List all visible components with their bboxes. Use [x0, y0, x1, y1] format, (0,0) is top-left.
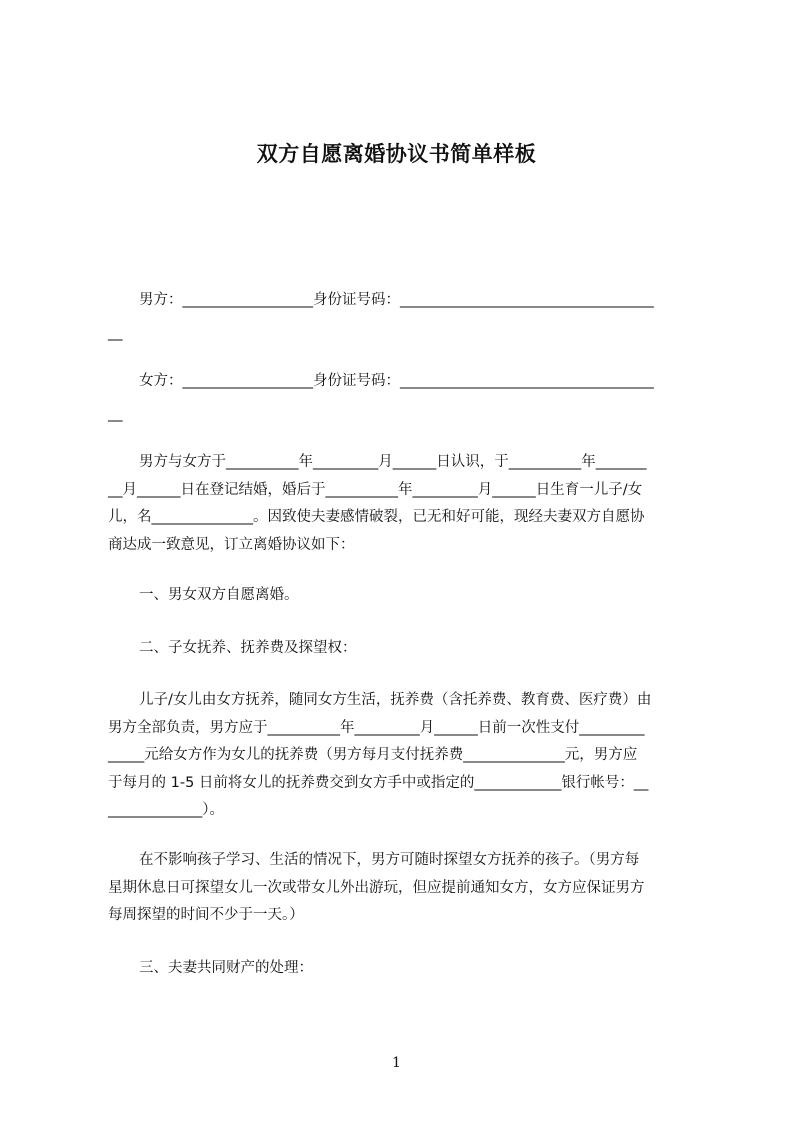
visitation-line-2: 星期休息日可探望女儿一次或带女儿外出游玩，但应提前通知女方，女方应保证男方 — [108, 880, 645, 896]
custody-line-2: 男方全部负责，男方应于__________年_________月______日前一次性支付_________ — [108, 720, 645, 736]
intro-line-2: __月______日在登记结婚，婚后于__________年_________月______日生育一儿子/女 — [108, 482, 643, 498]
custody-line-4: 于每月的 1-5 日前将女儿的抚养费交到女方手中或指定的____________银行帐号：__ — [108, 775, 649, 791]
intro-line-1: 男方与女方于__________年_________月______日认识，于__________年_______ — [139, 454, 647, 470]
section-1-heading: 一、男女双方自愿离婚。 — [139, 587, 299, 603]
wife-line: 女方：__________________身份证号码：___________________________________ — [139, 373, 654, 389]
visitation-line-3: 每周探望的时间不少于一天。） — [108, 907, 304, 923]
husband-line-cont: __ — [108, 325, 123, 341]
section-2-heading: 二、子女抚养、抚养费及探望权： — [139, 640, 357, 656]
visitation-line-1: 在不影响孩子学习、生活的情况下，男方可随时探望女方抚养的孩子。（男方每 — [139, 852, 640, 868]
intro-line-4: 商达成一致意见，订立离婚协议如下： — [108, 537, 355, 553]
section-3-heading: 三、夫妻共同财产的处理： — [139, 960, 313, 976]
custody-line-5: _____________）。 — [108, 802, 224, 818]
page-number: 1 — [392, 1055, 401, 1071]
document-title: 双方自愿离婚协议书简单样板 — [256, 142, 537, 166]
husband-line: 男方：__________________身份证号码：___________________________________ — [139, 292, 654, 308]
wife-line-cont: __ — [108, 406, 123, 422]
custody-line-3: _____元给女方作为女儿的抚养费（男方每月支付抚养费______________元，男方应 — [108, 747, 638, 763]
intro-line-3: 儿，名______________。因致使夫妻感情破裂，已无和好可能，现经夫妻双方自愿协 — [108, 509, 645, 525]
custody-line-1: 儿子/女儿由女方抚养，随同女方生活，抚养费（含托养费、教育费、医疗费）由 — [139, 692, 652, 708]
